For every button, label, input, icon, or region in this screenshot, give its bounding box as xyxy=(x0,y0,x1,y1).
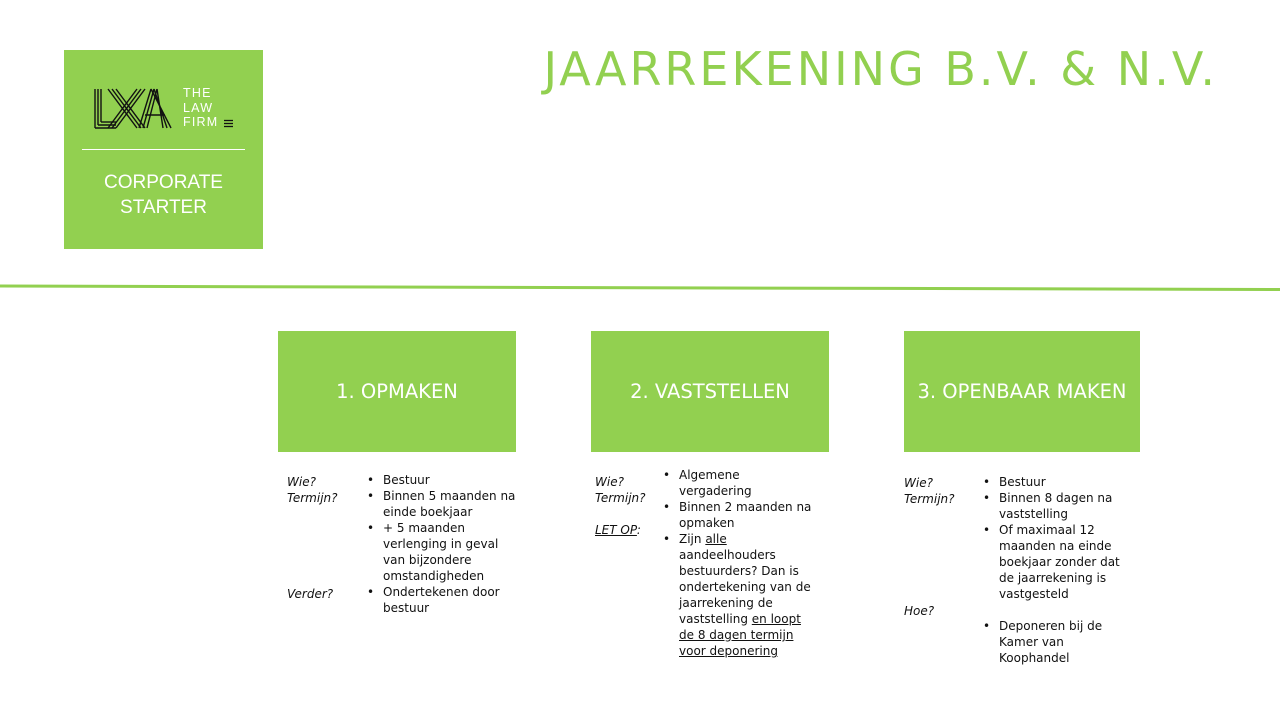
logo-firm-line: FIRM xyxy=(183,115,219,129)
list-item: • Deponeren bij de Kamer van Koophandel xyxy=(981,618,1126,666)
list-item: • Of maximaal 12 maanden na einde boekjaar zonder dat de jaarrekening is vastgesteld xyxy=(981,522,1126,602)
list-item: • Bestuur xyxy=(365,472,517,488)
logo-caption xyxy=(64,170,263,220)
logo-caption-line: CORPORATE xyxy=(104,172,223,193)
lxa-logo-block xyxy=(64,50,263,249)
lxa-logo-icon xyxy=(94,88,172,130)
step-label: 1. OPMAKEN xyxy=(336,380,458,403)
step-opmaken-list xyxy=(365,472,517,616)
step-vaststellen xyxy=(591,331,829,452)
logo-firm-line: THE xyxy=(183,86,212,100)
label-termijn: Termijn? xyxy=(904,492,955,506)
label-termijn: Termijn? xyxy=(287,491,338,505)
logo-divider xyxy=(82,149,245,150)
label-verder: Verder? xyxy=(287,587,334,601)
logo-caption-line: STARTER xyxy=(120,197,207,218)
let-op-text: LET OP xyxy=(595,523,637,537)
step-openbaar-list xyxy=(981,474,1126,666)
let-op-underline: en loopt de 8 dagen termijn voor deponering xyxy=(679,612,801,658)
step-opmaken xyxy=(278,331,516,452)
list-item: • Binnen 8 dagen na vaststelling xyxy=(981,490,1126,522)
label-wie: Wie? xyxy=(904,476,933,490)
logo-firm-line: LAW xyxy=(183,100,214,115)
label-wie: Wie? xyxy=(287,475,316,489)
list-item: • Binnen 5 maanden na einde boekjaar xyxy=(365,488,517,520)
list-item: • + 5 maanden verlenging in geval van bijzondere omstandigheden xyxy=(365,520,517,584)
step-vaststellen-list xyxy=(661,467,813,659)
list-item: • Algemene vergadering xyxy=(661,467,813,499)
logo-firm-text xyxy=(183,86,218,130)
list-item: • Binnen 2 maanden na opmaken xyxy=(661,499,813,531)
menu-lines-icon xyxy=(224,119,233,128)
step-label: 2. VASTSTELLEN xyxy=(630,380,790,403)
let-op-part: Zijn xyxy=(679,532,706,546)
list-item: • Bestuur xyxy=(981,474,1126,490)
let-op-colon: : xyxy=(636,523,641,537)
list-item-let-op xyxy=(661,531,813,659)
let-op-part: aandeelhouders bestuurders? Dan is ondertekening van de jaarrekening de vaststelling xyxy=(679,548,811,626)
step-label: 3. OPENBAAR MAKEN xyxy=(917,380,1127,403)
let-op-underline: alle xyxy=(705,532,727,546)
step-openbaar-maken xyxy=(904,331,1140,452)
page-title: JAARREKENING B.V. & N.V. xyxy=(543,42,1218,96)
label-termijn: Termijn? xyxy=(595,491,646,505)
list-item: • Ondertekenen door bestuur xyxy=(365,584,517,616)
header-divider xyxy=(0,283,1280,293)
label-hoe: Hoe? xyxy=(904,604,935,618)
label-wie: Wie? xyxy=(595,475,624,489)
label-let-op xyxy=(595,522,641,538)
